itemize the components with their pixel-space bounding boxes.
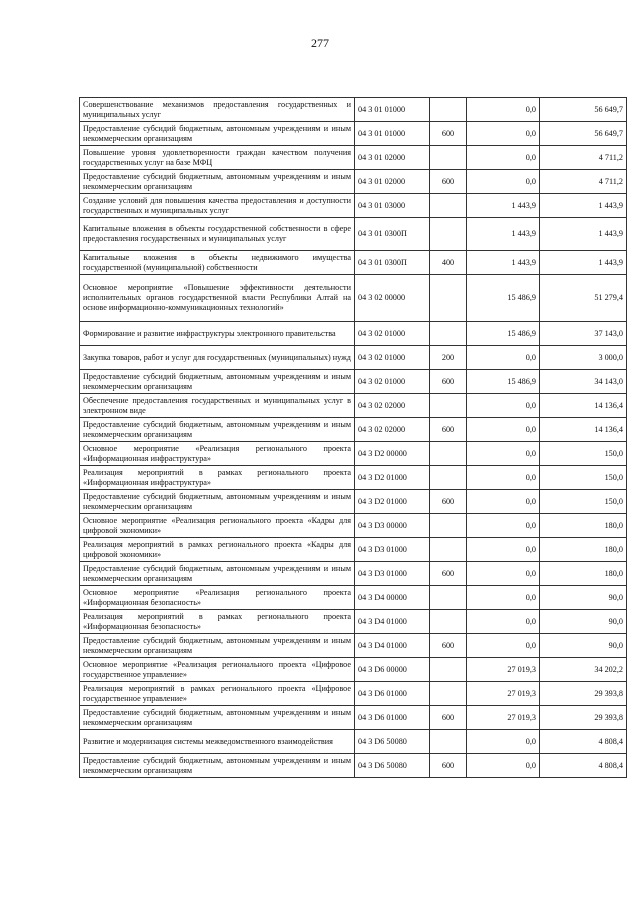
row-amount-1: 1 443,9 — [467, 251, 540, 275]
table-row — [80, 418, 627, 442]
table-row — [80, 194, 627, 218]
table-row — [80, 346, 627, 370]
row-code: 04 3 02 02000 — [355, 418, 430, 442]
row-expense-type — [430, 275, 467, 322]
row-amount-2: 4 808,4 — [540, 754, 627, 778]
row-code: 04 3 D2 01000 — [355, 466, 430, 490]
row-amount-1: 0,0 — [467, 754, 540, 778]
row-amount-1: 15 486,9 — [467, 275, 540, 322]
row-code: 04 3 D4 00000 — [355, 586, 430, 610]
row-expense-type: 600 — [430, 634, 467, 658]
row-description: Реализация мероприятий в рамках регионального проекта «Информационная инфраструктура» — [80, 466, 355, 490]
row-amount-2: 180,0 — [540, 562, 627, 586]
row-code: 04 3 D6 01000 — [355, 682, 430, 706]
row-expense-type — [430, 218, 467, 251]
row-amount-1: 0,0 — [467, 586, 540, 610]
table-row — [80, 442, 627, 466]
row-code: 04 3 D6 50080 — [355, 730, 430, 754]
row-description: Реализация мероприятий в рамках регионального проекта «Кадры для цифровой экономики» — [80, 538, 355, 562]
row-amount-2: 3 000,0 — [540, 346, 627, 370]
row-code: 04 3 02 02000 — [355, 394, 430, 418]
row-description: Совершенствование механизмов предоставления государственных и муниципальных услуг — [80, 98, 355, 122]
row-amount-2: 14 136,4 — [540, 394, 627, 418]
row-amount-2: 90,0 — [540, 634, 627, 658]
row-code: 04 3 D6 00000 — [355, 658, 430, 682]
row-amount-2: 150,0 — [540, 442, 627, 466]
row-expense-type — [430, 658, 467, 682]
row-amount-2: 56 649,7 — [540, 98, 627, 122]
table-row — [80, 370, 627, 394]
row-amount-2: 37 143,0 — [540, 322, 627, 346]
row-code: 04 3 02 01000 — [355, 370, 430, 394]
row-amount-1: 27 019,3 — [467, 706, 540, 730]
row-amount-2: 4 711,2 — [540, 146, 627, 170]
row-expense-type: 600 — [430, 170, 467, 194]
row-amount-1: 1 443,9 — [467, 194, 540, 218]
row-amount-1: 0,0 — [467, 98, 540, 122]
table-row — [80, 634, 627, 658]
row-expense-type — [430, 610, 467, 634]
row-amount-1: 0,0 — [467, 346, 540, 370]
row-expense-type: 600 — [430, 706, 467, 730]
row-code: 04 3 D2 01000 — [355, 490, 430, 514]
row-amount-2: 90,0 — [540, 610, 627, 634]
row-expense-type: 600 — [430, 122, 467, 146]
row-description: Предоставление субсидий бюджетным, автономным учреждениям и иным некоммерческим организациям — [80, 562, 355, 586]
table-row — [80, 754, 627, 778]
row-description: Предоставление субсидий бюджетным, автономным учреждениям и иным некоммерческим организациям — [80, 490, 355, 514]
row-description: Предоставление субсидий бюджетным, автономным учреждениям и иным некоммерческим организациям — [80, 122, 355, 146]
row-expense-type — [430, 538, 467, 562]
row-amount-1: 0,0 — [467, 466, 540, 490]
row-amount-2: 29 393,8 — [540, 682, 627, 706]
budget-table — [79, 97, 627, 778]
row-expense-type — [430, 730, 467, 754]
row-expense-type — [430, 194, 467, 218]
row-description: Предоставление субсидий бюджетным, автономным учреждениям и иным некоммерческим организациям — [80, 170, 355, 194]
row-expense-type — [430, 586, 467, 610]
row-expense-type — [430, 466, 467, 490]
row-amount-2: 51 279,4 — [540, 275, 627, 322]
row-code: 04 3 D4 01000 — [355, 634, 430, 658]
row-description: Предоставление субсидий бюджетным, автономным учреждениям и иным некоммерческим организациям — [80, 706, 355, 730]
row-expense-type — [430, 98, 467, 122]
row-amount-1: 0,0 — [467, 490, 540, 514]
row-amount-2: 1 443,9 — [540, 194, 627, 218]
row-description: Предоставление субсидий бюджетным, автономным учреждениям и иным некоммерческим организациям — [80, 370, 355, 394]
table-row — [80, 122, 627, 146]
table-row — [80, 146, 627, 170]
row-expense-type: 600 — [430, 490, 467, 514]
row-amount-2: 1 443,9 — [540, 218, 627, 251]
row-description: Основное мероприятие «Реализация регионального проекта «Информационная безопасность» — [80, 586, 355, 610]
row-amount-1: 15 486,9 — [467, 322, 540, 346]
row-expense-type — [430, 394, 467, 418]
row-amount-2: 1 443,9 — [540, 251, 627, 275]
table-row — [80, 322, 627, 346]
row-amount-2: 180,0 — [540, 538, 627, 562]
row-code: 04 3 01 01000 — [355, 122, 430, 146]
row-description: Повышение уровня удовлетворенности граждан качеством получения государственных услуг на базе МФЦ — [80, 146, 355, 170]
row-amount-1: 27 019,3 — [467, 658, 540, 682]
table-row — [80, 490, 627, 514]
row-code: 04 3 02 00000 — [355, 275, 430, 322]
row-amount-1: 0,0 — [467, 146, 540, 170]
row-description: Капитальные вложения в объекты государственной собственности в сфере предоставления государственных и муниципальных услуг — [80, 218, 355, 251]
table-row — [80, 394, 627, 418]
table-row — [80, 218, 627, 251]
row-amount-1: 0,0 — [467, 538, 540, 562]
row-code: 04 3 01 02000 — [355, 146, 430, 170]
row-expense-type — [430, 682, 467, 706]
row-code: 04 3 D6 50080 — [355, 754, 430, 778]
row-amount-2: 150,0 — [540, 466, 627, 490]
row-amount-1: 0,0 — [467, 514, 540, 538]
row-amount-1: 0,0 — [467, 418, 540, 442]
row-amount-1: 15 486,9 — [467, 370, 540, 394]
table-row — [80, 682, 627, 706]
row-amount-2: 56 649,7 — [540, 122, 627, 146]
row-expense-type: 600 — [430, 370, 467, 394]
table-row — [80, 658, 627, 682]
row-description: Формирование и развитие инфраструктуры электронного правительства — [80, 322, 355, 346]
row-amount-2: 150,0 — [540, 490, 627, 514]
table-row — [80, 275, 627, 322]
table-row — [80, 730, 627, 754]
row-amount-2: 180,0 — [540, 514, 627, 538]
row-amount-1: 0,0 — [467, 170, 540, 194]
row-amount-1: 0,0 — [467, 562, 540, 586]
row-description: Создание условий для повышения качества предоставления и доступности государственных и муниципальных услуг — [80, 194, 355, 218]
row-amount-1: 0,0 — [467, 610, 540, 634]
row-amount-1: 0,0 — [467, 122, 540, 146]
budget-table-body — [80, 98, 627, 778]
row-expense-type: 200 — [430, 346, 467, 370]
row-amount-2: 4 711,2 — [540, 170, 627, 194]
row-description: Основное мероприятие «Повышение эффективности деятельности исполнительных органов государственной власти Республики Алтай на основе информационно-коммуникационных технологий» — [80, 275, 355, 322]
row-description: Обеспечение предоставления государственных и муниципальных услуг в электронном виде — [80, 394, 355, 418]
table-row — [80, 538, 627, 562]
table-row — [80, 586, 627, 610]
row-code: 04 3 02 01000 — [355, 346, 430, 370]
row-amount-1: 0,0 — [467, 634, 540, 658]
table-row — [80, 706, 627, 730]
row-description: Основное мероприятие «Реализация регионального проекта «Информационная инфраструктура» — [80, 442, 355, 466]
row-description: Капитальные вложения в объекты недвижимого имущества государственной (муниципальной) собственности — [80, 251, 355, 275]
row-amount-1: 0,0 — [467, 394, 540, 418]
page-number: 277 — [311, 36, 329, 50]
row-code: 04 3 D2 00000 — [355, 442, 430, 466]
row-amount-2: 34 202,2 — [540, 658, 627, 682]
row-description: Предоставление субсидий бюджетным, автономным учреждениям и иным некоммерческим организациям — [80, 418, 355, 442]
table-row — [80, 514, 627, 538]
row-expense-type — [430, 514, 467, 538]
row-description: Основное мероприятие «Реализация регионального проекта «Кадры для цифровой экономики» — [80, 514, 355, 538]
row-description: Предоставление субсидий бюджетным, автономным учреждениям и иным некоммерческим организациям — [80, 754, 355, 778]
table-row — [80, 251, 627, 275]
row-amount-2: 29 393,8 — [540, 706, 627, 730]
row-expense-type: 600 — [430, 754, 467, 778]
row-description: Основное мероприятие «Реализация регионального проекта «Цифровое государственное управление» — [80, 658, 355, 682]
row-code: 04 3 01 0300П — [355, 251, 430, 275]
row-amount-2: 14 136,4 — [540, 418, 627, 442]
row-code: 04 3 01 02000 — [355, 170, 430, 194]
row-amount-2: 34 143,0 — [540, 370, 627, 394]
row-expense-type: 400 — [430, 251, 467, 275]
row-amount-2: 4 808,4 — [540, 730, 627, 754]
row-description: Развитие и модернизация системы межведомственного взаимодействия — [80, 730, 355, 754]
row-expense-type — [430, 146, 467, 170]
row-amount-1: 0,0 — [467, 442, 540, 466]
row-code: 04 3 01 03000 — [355, 194, 430, 218]
row-code: 04 3 02 01000 — [355, 322, 430, 346]
row-expense-type: 600 — [430, 418, 467, 442]
row-amount-1: 1 443,9 — [467, 218, 540, 251]
row-code: 04 3 D3 01000 — [355, 538, 430, 562]
row-description: Закупка товаров, работ и услуг для государственных (муниципальных) нужд — [80, 346, 355, 370]
row-amount-1: 27 019,3 — [467, 682, 540, 706]
table-row — [80, 610, 627, 634]
row-description: Предоставление субсидий бюджетным, автономным учреждениям и иным некоммерческим организациям — [80, 634, 355, 658]
table-row — [80, 170, 627, 194]
table-row — [80, 562, 627, 586]
row-code: 04 3 01 01000 — [355, 98, 430, 122]
row-description: Реализация мероприятий в рамках регионального проекта «Информационная безопасность» — [80, 610, 355, 634]
row-code: 04 3 D3 01000 — [355, 562, 430, 586]
row-expense-type — [430, 322, 467, 346]
row-code: 04 3 D6 01000 — [355, 706, 430, 730]
row-amount-2: 90,0 — [540, 586, 627, 610]
row-code: 04 3 D3 00000 — [355, 514, 430, 538]
row-code: 04 3 D4 01000 — [355, 610, 430, 634]
table-row — [80, 98, 627, 122]
row-expense-type — [430, 442, 467, 466]
row-code: 04 3 01 0300П — [355, 218, 430, 251]
row-amount-1: 0,0 — [467, 730, 540, 754]
row-description: Реализация мероприятий в рамках регионального проекта «Цифровое государственное управление» — [80, 682, 355, 706]
row-expense-type: 600 — [430, 562, 467, 586]
table-row — [80, 466, 627, 490]
